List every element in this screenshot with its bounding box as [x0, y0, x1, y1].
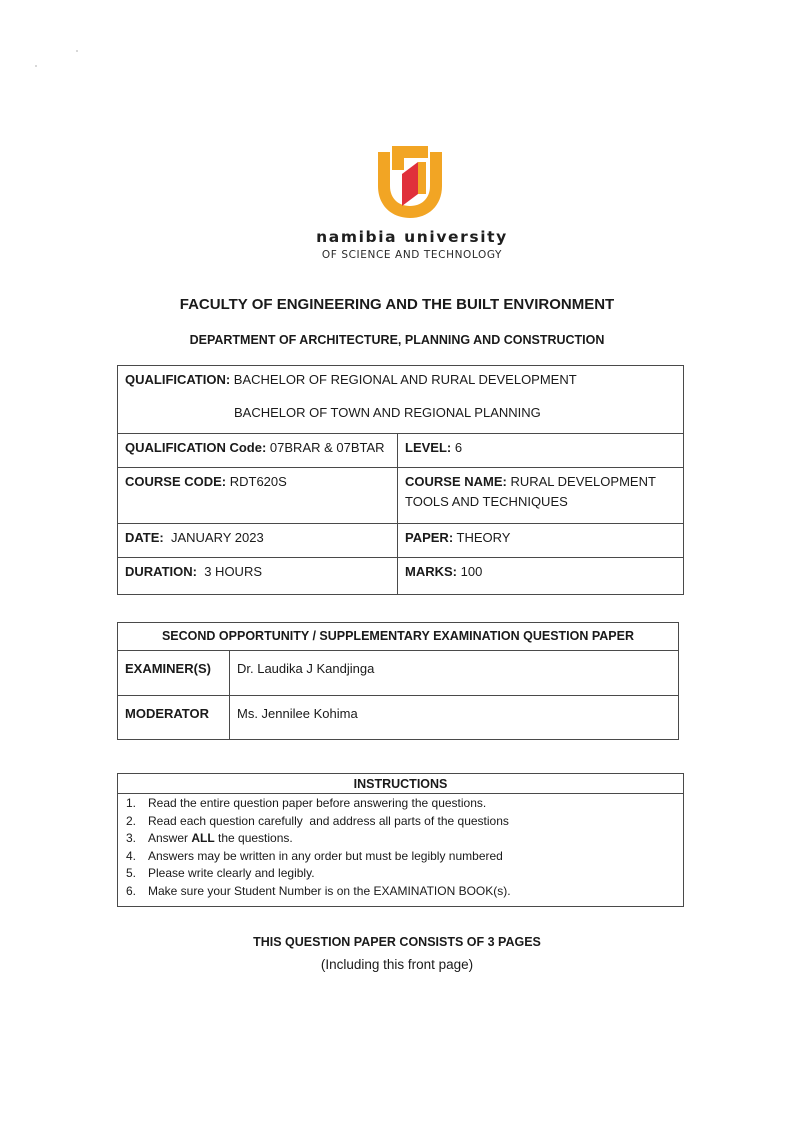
duration-cell [118, 558, 398, 595]
page-count-notice: THIS QUESTION PAPER CONSISTS OF 3 PAGES [253, 935, 541, 949]
university-logo [372, 142, 448, 222]
course-name-cell [398, 468, 684, 524]
paper-value: THEORY [453, 530, 511, 545]
level-value: 6 [451, 440, 463, 455]
exam-title-row [118, 623, 679, 651]
page-count-note: (Including this front page) [320, 957, 474, 972]
level-label: LEVEL: [405, 440, 452, 455]
instructions-title: INSTRUCTIONS [118, 774, 683, 794]
instruction-text-post: the questions. [214, 831, 293, 845]
qualification-value: BACHELOR OF REGIONAL AND RURAL DEVELOPMENT [230, 372, 577, 387]
date-value: JANUARY 2023 [163, 530, 264, 545]
instruction-text: Make sure your Student Number is on the EXAMINATION BOOK(s). [148, 883, 511, 898]
instruction-number: 4. [126, 848, 137, 863]
instruction-text: Answers may be written in any order but must be legibly numbered [148, 848, 503, 863]
qualification-label: QUALIFICATION: [125, 372, 231, 387]
moderator-label: MODERATOR [118, 696, 230, 740]
university-subname: OF SCIENCE AND TECHNOLOGY [321, 249, 503, 261]
instructions-box [117, 773, 684, 907]
instruction-text-bold: ALL [191, 831, 215, 845]
marks-value: 100 [457, 564, 483, 579]
instruction-text: Please write clearly and legibly. [148, 866, 315, 880]
instruction-number: 6. [126, 883, 137, 898]
instructions-cell [118, 774, 684, 907]
instruction-item [118, 795, 683, 813]
instruction-text: Read each question carefully and address all parts of the questions [148, 813, 509, 828]
course-code-cell [118, 468, 398, 524]
duration-value: 3 HOURS [196, 564, 262, 579]
instruction-item [118, 848, 683, 866]
course-name-value: RURAL DEVELOPMENT [506, 474, 656, 489]
date-cell [118, 524, 398, 558]
instructions-list [118, 794, 683, 906]
course-name-value-2: TOOLS AND TECHNIQUES [405, 494, 568, 509]
qualification-code-value: 07BRAR & 07BTAR [266, 440, 385, 455]
examiner-table [117, 622, 679, 740]
qualification-code-cell [118, 434, 398, 468]
exam-title: SECOND OPPORTUNITY / SUPPLEMENTARY EXAMINATION QUESTION PAPER [118, 623, 679, 651]
instruction-item [118, 830, 683, 848]
instruction-text-pre: Answer [148, 831, 192, 845]
instruction-text: Read the entire question paper before answering the questions. [148, 796, 487, 810]
moderator-value: Ms. Jennilee Kohima [230, 696, 679, 740]
qualification-row [118, 366, 684, 434]
department-title: DEPARTMENT OF ARCHITECTURE, PLANNING AND CONSTRUCTION [189, 333, 605, 347]
instruction-item [118, 883, 683, 901]
instruction-number: 1. [126, 796, 137, 810]
date-paper-row [118, 524, 684, 558]
instruction-number: 5. [126, 866, 137, 880]
course-code-label: COURSE CODE: [125, 474, 227, 489]
course-name-label: COURSE NAME: [405, 474, 507, 489]
marks-label: MARKS: [405, 564, 457, 579]
moderator-row [118, 696, 679, 740]
qualification-cell [118, 366, 684, 434]
code-level-row [118, 434, 684, 468]
course-row [118, 468, 684, 524]
duration-marks-row [118, 558, 684, 595]
exam-details-table [117, 365, 684, 595]
instruction-number: 3. [126, 831, 137, 845]
qualification-value-2: BACHELOR OF TOWN AND REGIONAL PLANNING [234, 405, 541, 420]
qualification-code-label: QUALIFICATION Code: [125, 440, 267, 455]
course-code-value: RDT620S [226, 474, 287, 489]
faculty-title: FACULTY OF ENGINEERING AND THE BUILT ENVIRONMENT [179, 296, 615, 313]
examiner-value: Dr. Laudika J Kandjinga [230, 651, 679, 696]
scan-specks [30, 48, 90, 78]
paper-label: PAPER: [405, 530, 454, 545]
date-label: DATE: [125, 530, 164, 545]
examiner-row [118, 651, 679, 696]
logo-shield-icon [372, 142, 448, 222]
duration-label: DURATION: [125, 564, 197, 579]
instruction-item [118, 865, 683, 883]
instruction-number: 2. [126, 813, 137, 828]
examiner-label: EXAMINER(S) [118, 651, 230, 696]
paper-cell [398, 524, 684, 558]
level-cell [398, 434, 684, 468]
marks-cell [398, 558, 684, 595]
university-name: namibia university [316, 228, 508, 246]
instruction-item [118, 813, 683, 831]
